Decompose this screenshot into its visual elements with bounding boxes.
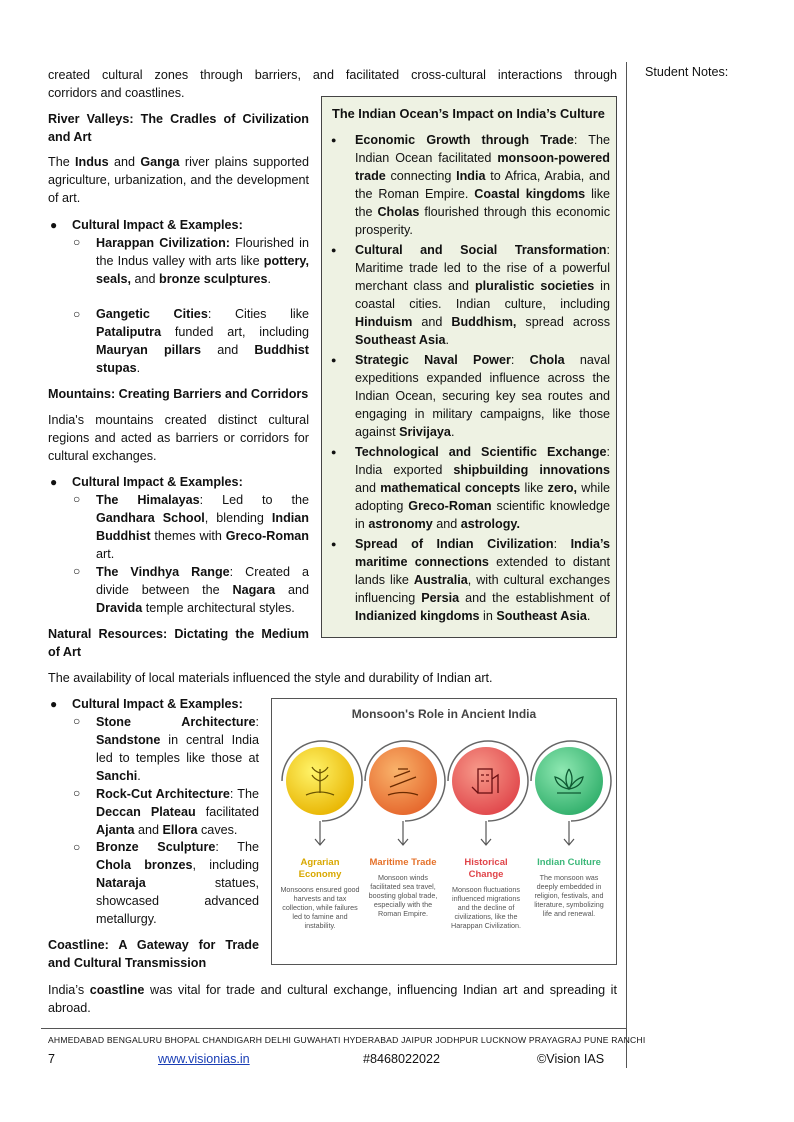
natural-paragraph: The availability of local materials influenced the style and durability of Indian art. <box>48 671 493 685</box>
coast-paragraph: India’s coastline was vital for trade and cultural exchange, influencing Indian art and spreading it abroad. <box>48 983 617 1015</box>
col-desc-historical: Monsoon fluctuations influenced migrations and the decline of civilizations, like the Harappan Civilization. <box>451 885 521 930</box>
indian-ocean-box <box>321 96 617 638</box>
bullet-dot-icon: ● <box>50 697 58 711</box>
mountains-paragraph: India's mountains created distinct cultural regions and acted as barriers or corridors for cultural exchanges. <box>48 413 309 463</box>
monsoon-infographic <box>271 698 617 965</box>
box-list <box>328 131 610 627</box>
river-sub-1: Harappan Civilization: Flourished in the Indus valley with arts like pottery, seals, and bronze sculptures. <box>96 236 309 286</box>
circle-bullet-icon: ○ <box>73 307 81 321</box>
natural-bullet: Cultural Impact & Examples: <box>72 697 243 711</box>
student-notes-label: Student Notes: <box>645 65 729 79</box>
river-paragraph: The Indus and Ganga river plains supported agriculture, urbanization, and the development of art. <box>48 155 309 205</box>
col-title-maritime: Maritime Trade <box>369 857 437 868</box>
natural-sub-2: Rock-Cut Architecture: The Deccan Plateau facilitated Ajanta and Ellora caves. <box>96 787 259 837</box>
natural-heading: Natural Resources: Dictating the Medium of Art <box>48 627 309 659</box>
page-number: 7 <box>48 1052 56 1066</box>
col-title-agrarian: Agrarian Economy <box>298 857 342 880</box>
box-item-economic: ● Economic Growth through Trade: The Indian Ocean facilitated monsoon-powered trade connecting India to Africa, Arabia, and the Roman Empire. Coastal kingdoms like the Cholas flourished through this economic prosperity. <box>328 131 610 239</box>
col-title-historical: Historical Change <box>464 857 508 880</box>
footer-divider <box>41 1028 627 1029</box>
mountains-bullet: Cultural Impact & Examples: <box>72 475 243 489</box>
col-desc-culture: The monsoon was deeply embedded in religion, festivals, and literature, symbolizing life and renewal. <box>534 873 604 918</box>
intro-line-2: corridors and coastlines. <box>48 86 185 100</box>
footer-cities: AHMEDABAD BENGALURU BHOPAL CHANDIGARH DELHI GUWAHATI HYDERABAD JAIPUR JODHPUR LUCKNOW PRAYAGRAJ PUNE RANCHI <box>48 1035 646 1045</box>
river-bullet: Cultural Impact & Examples: <box>72 218 243 232</box>
copyright: ©Vision IAS <box>537 1052 605 1066</box>
website-link[interactable]: www.visionias.in <box>158 1052 250 1066</box>
natural-sub-3: Bronze Sculpture: The Chola bronzes, including Nataraja statues, showcased advanced metallurgy. <box>96 840 259 926</box>
bullet-dot-icon: ● <box>50 218 58 232</box>
box-item-spread: ● Spread of Indian Civilization: India’s maritime connections extended to distant lands like Australia, with cultural exchanges influencing Persia and the establishment of Indianized kingdoms in Southeast Asia. <box>328 535 610 625</box>
circle-bullet-icon: ○ <box>73 492 81 506</box>
box-item-cultural: ● Cultural and Social Transformation: Maritime trade led to the rise of a powerful merchant class and pluralistic societies in coastal cities. Indian culture, including Hinduism and Buddhism, spread across Southeast Asia. <box>328 241 610 349</box>
circle-bullet-icon: ○ <box>73 564 81 578</box>
circle-bullet-icon: ○ <box>73 235 81 249</box>
bullet-dot-icon: ● <box>50 475 58 489</box>
mountains-sub-2: The Vindhya Range: Created a divide between the Nagara and Dravida temple architectural styles. <box>96 565 309 615</box>
agrarian-circle <box>282 741 362 845</box>
natural-sub-1: Stone Architecture: Sandstone in central India led to temples like those at Sanchi. <box>96 715 259 783</box>
infographic-title: Monsoon's Role in Ancient India <box>351 707 537 721</box>
col-desc-agrarian: Monsoons ensured good harvests and tax collection, while failures led to famine and instability. <box>280 885 360 930</box>
river-sub-2: Gangetic Cities: Cities like Pataliputra funded art, including Mauryan pillars and Buddhist stupas. <box>96 307 309 375</box>
circle-bullet-icon: ○ <box>73 714 81 728</box>
coast-heading: Coastline: A Gateway for Trade and Cultural Transmission <box>48 938 259 970</box>
intro-line-1: created cultural zones through barriers, and facilitated cross-cultural interactions through <box>48 68 617 82</box>
page-divider <box>626 62 627 1068</box>
circle-bullet-icon: ○ <box>73 840 81 854</box>
circle-bullet-icon: ○ <box>73 786 81 800</box>
river-heading: River Valleys: The Cradles of Civilization and Art <box>48 112 309 144</box>
col-title-culture: Indian Culture <box>537 857 601 868</box>
box-item-technological: ● Technological and Scientific Exchange: India exported shipbuilding innovations and mathematical concepts like zero, while adopting Greco-Roman scientific knowledge in astronomy and astrology. <box>328 443 610 533</box>
mountains-heading: Mountains: Creating Barriers and Corridors <box>48 387 309 401</box>
box-title: The Indian Ocean’s Impact on India’s Culture <box>332 106 605 121</box>
col-desc-maritime: Monsoon winds facilitated sea travel, boosting global trade, especially with the Roman Empire. <box>368 873 438 918</box>
mountains-sub-1: The Himalayas: Led to the Gandhara School, blending Indian Buddhist themes with Greco-Roman art. <box>96 493 309 561</box>
box-item-naval: ● Strategic Naval Power: Chola naval expeditions expanded influence across the Indian Ocean, securing key sea routes and engaging in military campaigns, like those against Srivijaya. <box>328 351 610 441</box>
phone-number: #8468022022 <box>363 1052 441 1066</box>
